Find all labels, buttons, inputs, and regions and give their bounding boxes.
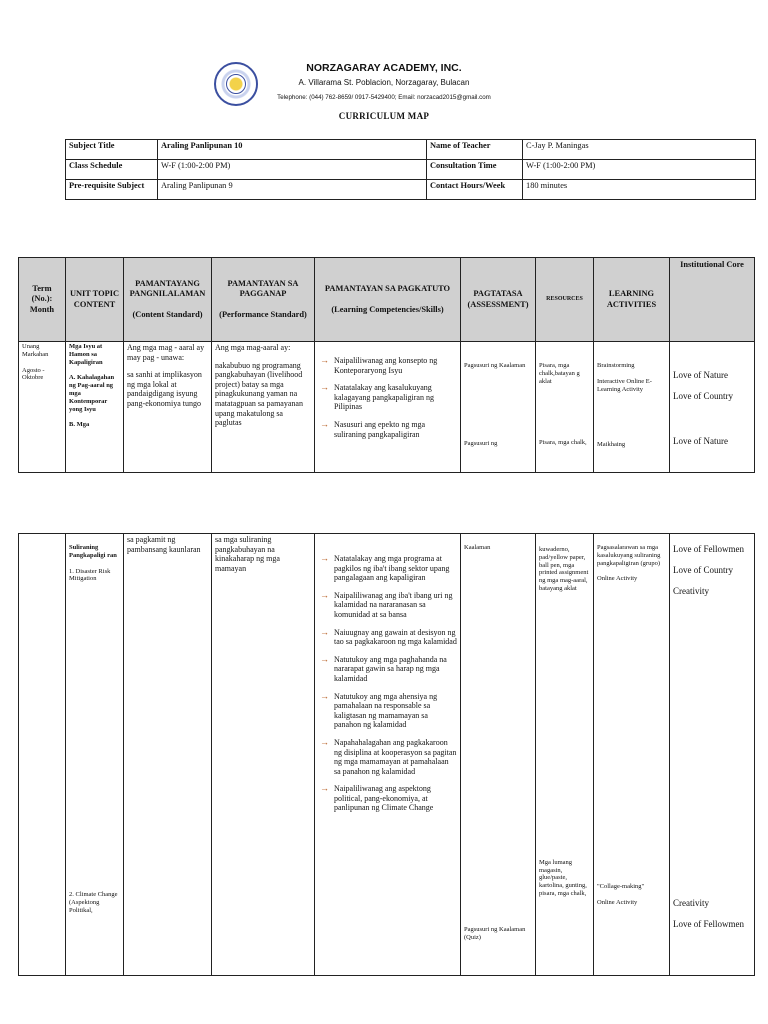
term-month: Agosto - Oktobre — [22, 366, 45, 382]
assessment-cell — [461, 342, 536, 473]
col-learning-activities: LEARNING ACTIVITIES — [594, 258, 670, 342]
content-standard-cell — [124, 342, 212, 473]
info-row — [66, 160, 756, 180]
core-value: Love of Nature — [673, 370, 728, 380]
core-cell — [670, 342, 755, 473]
core-value: Love of Fellowmen — [673, 919, 744, 930]
activity-item: Brainstorming — [597, 362, 635, 369]
performance-standard-text: nakabubuo ng programang pangkabuhayan (livelihood project) batay sa mga pinagkukunang yaman na matatagpuan sa pamayanan upang makatulong sa paglutas — [215, 360, 303, 428]
col-performance-standard-title: PAMANTAYAN SA PAGGANAP — [227, 279, 299, 299]
activities-cell — [594, 342, 670, 473]
unit-topic-2: 2. Climate Change (Aspektong Politikal, — [69, 891, 118, 914]
col-content-standard-en: (Content Standard) — [132, 309, 203, 319]
content-standard-text: sa sanhi at implikasyon ng mga lokal at pandaigdigang isyung pang-ekonomiya tungo — [127, 370, 202, 408]
competency-item: → Naiuugnay ang gawain at desisyon ng tao sa pagkakaroon ng mga kalamidad — [318, 628, 457, 647]
assessment-item: Pagsusuri ng Kaalaman — [464, 362, 526, 369]
competency-item: → Napahahalagahan ang pagkakaroon ng disiplina at kooperasyon sa pagitan ng mga mamamayan at pamahalaan sa panahon ng kalamidad — [318, 738, 457, 776]
resources-item: Pisara, mga chalk, — [539, 439, 587, 447]
competency-item: → Natatalakay ang kasalukuyang kalagayang pangkapaligiran ng Pilipinas — [318, 383, 457, 412]
assessment-item: Pagsusuri ng Kaalaman (Quiz) — [464, 925, 526, 941]
competency-item: → Naipaliliwanag ang aspektong political, pang-ekonomiya, at panlipunan ng Climate Change — [318, 784, 457, 813]
core-value: Love of Fellowmen — [673, 544, 744, 554]
activity-item: Interactive Online E-Learning Activity — [597, 377, 652, 393]
teacher-value: C-Jay P. Maningas — [523, 140, 756, 160]
consultation-value: W-F (1:00-2:00 PM) — [523, 160, 756, 180]
activity-item: "Collage-making" — [597, 883, 645, 891]
teacher-label: Name of Teacher — [427, 140, 523, 160]
content-standard-cell: sa pagkamit ng pambansang kaunlaran — [124, 534, 212, 976]
content-standard-intro: Ang mga mag - aaral ay may pag - unawa: — [127, 343, 205, 362]
competency-item: → Natutukoy ang mga ahensiya ng pamahalaan na responsable sa kaligtasan ng mamamayan sa panahon ng kalamidad — [318, 692, 457, 730]
competency-item: → Natutukoy ang mga paghahanda na nararapat gawin sa harap ng mga kalamidad — [318, 655, 457, 684]
unit-title: Mga Isyu at Hamon sa Kapaligiran — [69, 343, 103, 366]
col-content-standard — [124, 258, 212, 342]
activity-item: Online Activity — [597, 898, 638, 906]
core-cell — [670, 534, 755, 976]
assessment-item: Kaalaman — [464, 544, 491, 551]
prereq-label: Pre-requisite Subject — [66, 180, 158, 200]
term-cell — [19, 342, 66, 473]
unit-title: Suliraning Pangkapaligi ran — [69, 544, 117, 559]
performance-standard-cell: sa mga suliraning pangkabuhayan na kinakaharap ng mga mamayan — [212, 534, 315, 976]
unit-cell — [66, 534, 124, 976]
col-resources: RESOURCES — [536, 258, 594, 342]
unit-cell — [66, 342, 124, 473]
term-name: Unang Markahan — [22, 343, 49, 358]
contact-hours-label: Contact Hours/Week — [427, 180, 523, 200]
activity-item: Maikhaing — [597, 441, 626, 449]
class-schedule-value: W-F (1:00-2:00 PM) — [158, 160, 427, 180]
col-learning-title: PAMANTAYAN SA PAGKATUTO — [324, 284, 451, 294]
core-value: Creativity — [673, 585, 709, 596]
unit-topic-a: A. Kahalagahan ng Pag-aaral ng mga Kontemporar yong Isyu — [69, 374, 115, 413]
header-row — [19, 258, 755, 342]
competencies-cell — [315, 342, 461, 473]
resources-cell — [536, 342, 594, 473]
info-row — [66, 140, 756, 160]
term-cell — [19, 534, 66, 976]
curriculum-map-table-continued — [18, 533, 755, 976]
prereq-value: Araling Panlipunan 9 — [158, 180, 427, 200]
competencies-cell — [315, 534, 461, 976]
resources-item: Mga lumang magasin, glue/paste, kartolina, gunting, pisara, mga chalk, — [539, 858, 587, 897]
competency-item: → Naipaliliwanag ang konsepto ng Konteporaryong Isyu — [318, 356, 457, 375]
subject-title-label: Subject Title — [66, 140, 158, 160]
core-value: Love of Country — [673, 390, 733, 401]
col-institutional-core: Institutional Core — [670, 258, 755, 342]
school-name: NORZAGARAY ACADEMY, INC. — [306, 62, 462, 74]
info-row — [66, 180, 756, 200]
col-assessment: PAGTATASA (ASSESSMENT) — [461, 258, 536, 342]
col-unit: UNIT TOPIC CONTENT — [66, 258, 124, 342]
resources-item: Pisara, mga chalk,batayan g aklat — [539, 362, 580, 385]
competency-item: → Natatalakay ang mga programa at pagkilos ng iba't ibang sektor upang pangalagaan ang kapaligiran — [318, 554, 457, 583]
core-value: Love of Country — [673, 564, 733, 575]
activities-cell — [594, 534, 670, 976]
unit-topic-1: 1. Disaster Risk Mitigation — [69, 567, 111, 583]
col-performance-standard — [212, 258, 315, 342]
table-row — [19, 534, 755, 976]
competency-list — [318, 356, 457, 439]
col-learning-competencies — [315, 258, 461, 342]
assessment-item: Pagsusuri ng — [464, 439, 498, 447]
core-value: Creativity — [673, 898, 709, 909]
document-title: CURRICULUM MAP — [338, 111, 430, 121]
activity-item: Pagsasalarawan sa mga kasalukuyang suliraning pangkapaligiran (grupo) — [597, 544, 661, 567]
school-address: A. Villarama St. Poblacion, Norzagaray, Bulacan — [298, 78, 470, 87]
subject-title-value: Araling Panlipunan 10 — [158, 140, 427, 160]
col-term: Term (No.): Month — [19, 258, 66, 342]
core-value: Love of Nature — [673, 435, 728, 446]
unit-topic-b: B. Mga — [69, 421, 90, 429]
contact-hours-value: 180 minutes — [523, 180, 756, 200]
resources-cell — [536, 534, 594, 976]
table-row — [19, 342, 755, 473]
class-schedule-label: Class Schedule — [66, 160, 158, 180]
subject-info-table — [65, 139, 756, 200]
competency-item: → Nasusuri ang epekto ng mga suliraning pangkapaligiran — [318, 420, 457, 439]
consultation-label: Consultation Time — [427, 160, 523, 180]
school-contact: Telephone: (044) 762-8659/ 0917-5429400; Email: norzacad2015@gmail.com — [277, 94, 491, 101]
curriculum-map-table — [18, 257, 755, 473]
activity-item: Online Activity — [597, 575, 638, 583]
competency-item: → Naipaliliwanag ang iba't ibang uri ng kalamidad na nararanasan sa komunidad at sa bansa — [318, 591, 457, 620]
performance-standard-cell — [212, 342, 315, 473]
col-performance-standard-en: (Performance Standard) — [219, 309, 307, 319]
resources-item: kuwaderno, pad/yellow paper, ball pen, mga printed assignment ng mga mag-aaral, batayang aklat — [539, 546, 589, 592]
col-content-standard-title: PAMANTAYANG PANGNILALAMAN — [129, 279, 206, 299]
assessment-cell — [461, 534, 536, 976]
competency-list — [318, 554, 457, 813]
col-learning-en: (Learning Competencies/Skills) — [331, 304, 444, 314]
performance-standard-intro: Ang mga mag-aaral ay: — [215, 343, 291, 352]
